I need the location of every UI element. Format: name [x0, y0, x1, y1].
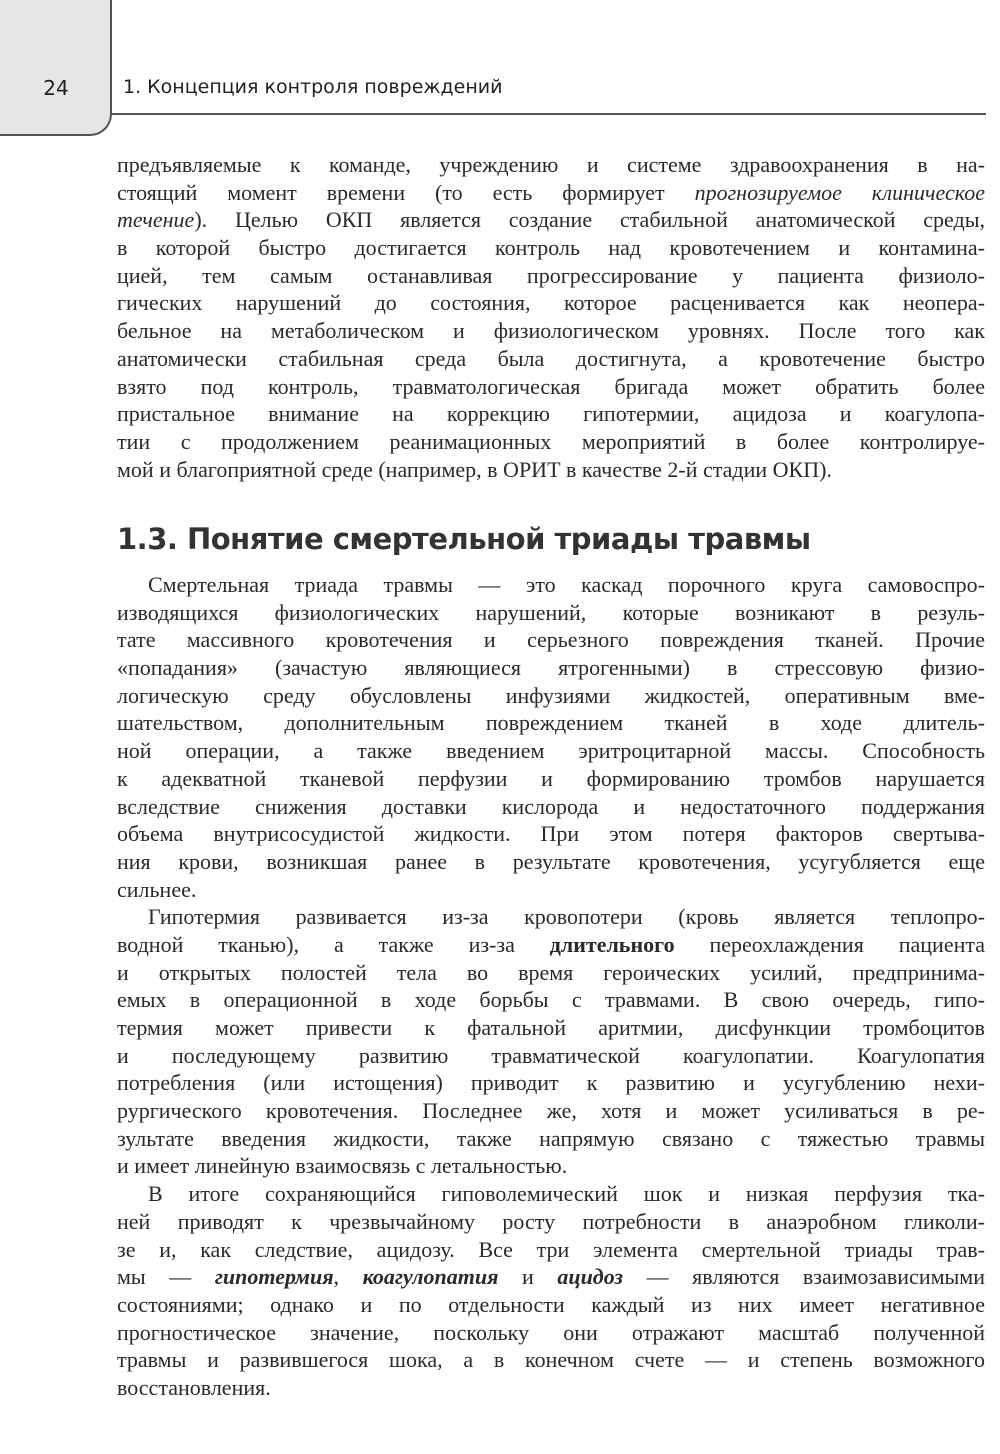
text-run: Смертельная триада травмы — это каскад порочного круга самовоспро-: [148, 572, 985, 597]
text-run: пристальное внимание на коррекцию гипотермии, ацидоза и коагулопа-: [117, 401, 985, 427]
text-run: — являются взаимозависимыми: [623, 1264, 985, 1290]
text-run: состояниями; однако и по отдельности каждый из них имеет негативное: [117, 1291, 985, 1317]
text-run: ней приводят к чрезвычайному росту потребности в анаэробном гликоли-: [117, 1208, 985, 1234]
page-number-tab: [0, 0, 112, 136]
text-line: [117, 1346, 985, 1374]
text-run: «попадания» (зачастую являющиеся ятрогенными) в стрессовую физио-: [117, 655, 985, 681]
text-run: термия может привести к фатальной аритмии, дисфункции тромбоцитов: [117, 1015, 985, 1040]
running-header: 1. Концепция контроля повреждений: [123, 76, 503, 98]
text-run: взято под контроль, травматологическая бригада может обратить более: [117, 373, 985, 399]
text-run: цией, тем самым останавливая прогрессирование у пациента физиоло-: [117, 262, 985, 288]
text-line: [117, 986, 985, 1014]
text-run: и имеет линейную взаимосвязь с летальностью.: [117, 1153, 568, 1179]
text-run: прогностическое значение, поскольку они отражают масштаб полученной: [117, 1319, 985, 1345]
text-line: [117, 151, 985, 179]
text-run: мой и благоприятной среде (например, в ОРИТ в качестве 2-й стадии ОКП).: [117, 456, 832, 482]
text-run: зультате введения жидкости, также напрямую связано с тяжестью травмы: [117, 1125, 985, 1151]
text-line: [117, 820, 985, 848]
text-run: сильнее.: [117, 876, 197, 902]
section-heading: 1.3. Понятие смертельной триады травмы: [117, 522, 811, 556]
text-run: емых в операционной в ходе борьбы с травмами. В свою очередь, гипо-: [117, 987, 985, 1013]
text-line: [117, 599, 985, 627]
emphasized-text: ацидоз: [557, 1264, 624, 1290]
intro-paragraph: [117, 151, 985, 483]
text-line: [117, 400, 985, 428]
text-run: Гипотермия развивается из-за кровопотери (кровь является теплопро-: [148, 904, 985, 930]
header-rule: [112, 113, 986, 115]
text-line: [117, 262, 985, 290]
text-line: [117, 289, 985, 317]
text-run: гических нарушений до состояния, которое расценивается как неопера-: [117, 290, 985, 316]
text-run: тате массивного кровотечения и серьезного повреждения тканей. Прочие: [117, 627, 985, 653]
text-line: [117, 626, 985, 654]
emphasized-text: прогнозируемое клиническое: [694, 179, 985, 205]
text-line: [117, 1180, 985, 1208]
text-run: в которой быстро достигается контроль над кровотечением и контамина-: [117, 235, 985, 261]
text-run: изводящихся физиологических нарушений, которые возникают в резуль-: [117, 599, 985, 625]
text-line: [117, 654, 985, 682]
text-line: [117, 317, 985, 345]
text-run: тии с продолжением реанимационных мероприятий в более контролируе-: [117, 428, 985, 454]
section-body: [117, 571, 985, 1402]
text-run: стоящий момент времени (то есть формирует: [117, 179, 695, 205]
text-run: потребления (или истощения) приводит к развитию и усугублению нехи-: [117, 1070, 985, 1096]
text-line: [117, 959, 985, 987]
text-line: [117, 373, 985, 401]
text-run: ,: [333, 1264, 363, 1290]
text-line: [117, 179, 985, 207]
emphasized-text: длительного: [549, 931, 675, 957]
text-line: [117, 456, 985, 484]
text-line: [117, 571, 985, 599]
paragraph: [117, 571, 985, 903]
text-line: [117, 1014, 985, 1042]
text-line: [117, 1236, 985, 1264]
text-line: [117, 903, 985, 931]
text-run: переохлаждения пациента: [674, 931, 986, 957]
text-run: водной тканью), а также из-за: [117, 931, 550, 957]
text-line: [117, 876, 985, 904]
text-run: и: [498, 1264, 558, 1290]
text-line: [117, 1152, 985, 1180]
text-line: [117, 709, 985, 737]
text-line: [117, 1097, 985, 1125]
text-run: ). Целью ОКП является создание стабильной анатомической среды,: [194, 207, 985, 233]
text-line: [117, 1291, 985, 1319]
paragraph: [117, 903, 985, 1180]
text-line: [117, 1125, 985, 1153]
text-line: [117, 234, 985, 262]
text-line: [117, 1374, 985, 1402]
text-line: [117, 793, 985, 821]
text-run: анатомически стабильная среда была достигнута, а кровотечение быстро: [117, 345, 985, 371]
text-line: [117, 848, 985, 876]
text-run: предъявляемые к команде, учреждению и системе здравоохранения в на-: [117, 152, 985, 177]
text-run: и открытых полостей тела во время героических усилий, предпринима-: [117, 959, 985, 985]
paragraph: [117, 1180, 985, 1402]
text-line: [117, 765, 985, 793]
text-line: [117, 682, 985, 710]
text-run: зе и, как следствие, ацидозу. Все три элемента смертельной триады трав-: [117, 1236, 985, 1262]
text-line: [117, 206, 985, 234]
text-run: логическую среду обусловлены инфузиями жидкостей, оперативным вме-: [117, 682, 985, 708]
text-run: бельное на метаболическом и физиологическом уровнях. После того как: [117, 318, 985, 344]
text-run: ния крови, возникшая ранее в результате кровотечения, усугубляется еще: [117, 848, 985, 874]
text-line: [117, 931, 985, 959]
page-number: 24: [43, 76, 69, 100]
text-run: и последующему развитию травматической коагулопатии. Коагулопатия: [117, 1042, 985, 1068]
emphasized-text: течение: [117, 207, 195, 233]
emphasized-text: коагулопатия: [362, 1264, 499, 1290]
text-run: ной операции, а также введением эритроцитарной массы. Способность: [117, 738, 985, 764]
text-line: [117, 1263, 985, 1291]
text-line: [117, 1208, 985, 1236]
text-run: к адекватной тканевой перфузии и формированию тромбов нарушается: [117, 765, 985, 791]
text-line: [117, 1069, 985, 1097]
text-run: мы —: [117, 1264, 215, 1290]
text-run: В итоге сохраняющийся гиповолемический шок и низкая перфузия тка-: [148, 1181, 985, 1207]
text-line: [117, 428, 985, 456]
text-run: рургического кровотечения. Последнее же, хотя и может усиливаться в ре-: [117, 1098, 985, 1124]
text-line: [117, 345, 985, 373]
text-line: [117, 737, 985, 765]
text-run: вследствие снижения доставки кислорода и недостаточного поддержания: [117, 793, 985, 819]
text-run: объема внутрисосудистой жидкости. При этом потеря факторов свертыва-: [117, 821, 985, 847]
text-run: восстановления.: [117, 1374, 271, 1400]
emphasized-text: гипотермия: [214, 1264, 334, 1290]
text-line: [117, 1319, 985, 1347]
text-run: шательством, дополнительным повреждением тканей в ходе длитель-: [117, 710, 985, 736]
text-run: травмы и развившегося шока, а в конечном счете — и степень возможного: [117, 1347, 985, 1373]
text-line: [117, 1042, 985, 1070]
